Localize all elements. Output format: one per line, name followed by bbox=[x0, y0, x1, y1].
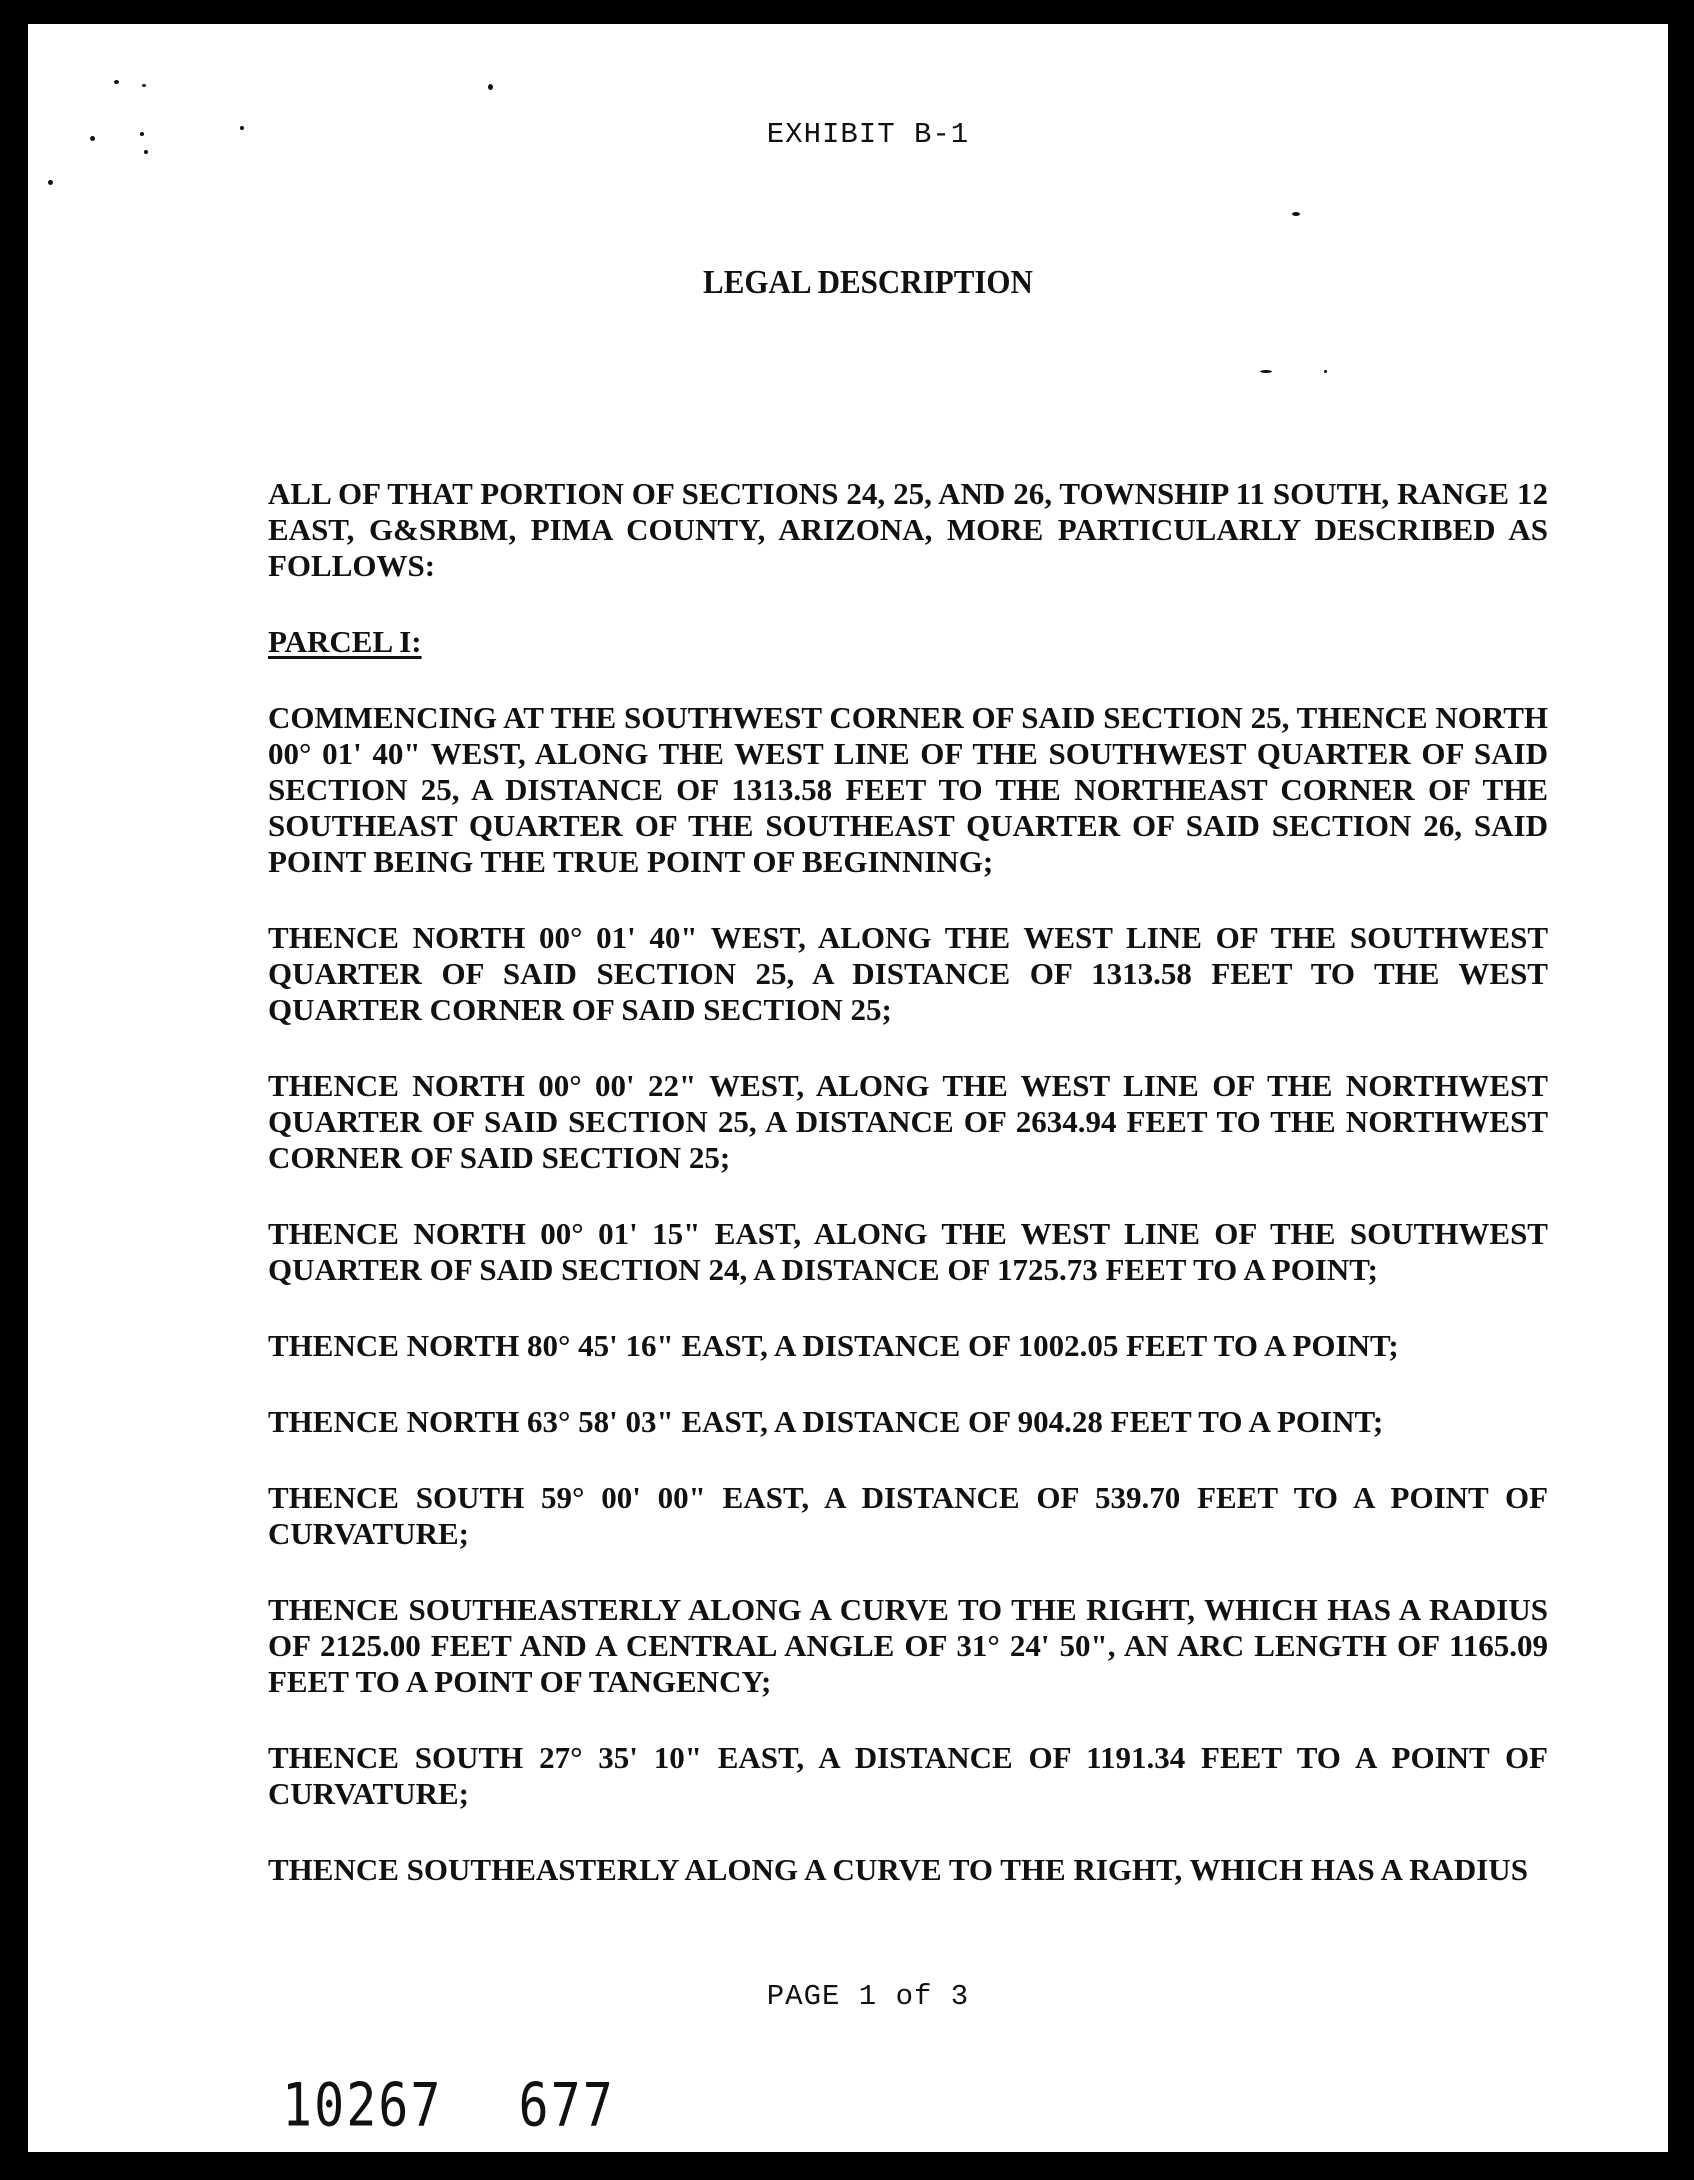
intro-paragraph: ALL OF THAT PORTION OF SECTIONS 24, 25, AND 26, TOWNSHIP 11 SOUTH, RANGE 12 EAST, G&SRBM, PIMA COUNTY, ARIZONA, MORE PARTICULARLY DESCRIBED AS FOLLOWS: bbox=[268, 476, 1548, 583]
scan-speck bbox=[1324, 370, 1327, 373]
scan-speck bbox=[1292, 212, 1300, 216]
description-paragraph: THENCE NORTH 00° 00' 22" WEST, ALONG THE WEST LINE OF THE NORTHWEST QUARTER OF SAID SECTION 25, A DISTANCE OF 2634.94 FEET TO THE NORTHWEST CORNER OF SAID SECTION 25; bbox=[268, 1068, 1548, 1175]
scan-speck bbox=[114, 80, 119, 84]
description-paragraph: THENCE NORTH 80° 45' 16" EAST, A DISTANCE OF 1002.05 FEET TO A POINT; bbox=[268, 1328, 1399, 1363]
parcel-heading: PARCEL I: bbox=[268, 624, 422, 659]
scan-speck bbox=[142, 84, 146, 87]
description-paragraph: COMMENCING AT THE SOUTHWEST CORNER OF SAID SECTION 25, THENCE NORTH 00° 01' 40" WEST, ALONG THE WEST LINE OF THE SOUTHWEST QUARTER OF SAID SECTION 25, A DISTANCE OF 1313.58 FEET TO THE NORTHEAST CORNER OF THE SOUTHEAST QUARTER OF THE SOUTHEAST QUARTER OF SAID SECTION 26, SAID POINT BEING THE TRUE POINT OF BEGINNING; bbox=[268, 700, 1548, 879]
description-paragraph: THENCE SOUTHEASTERLY ALONG A CURVE TO THE RIGHT, WHICH HAS A RADIUS OF 2125.00 FEET AND A CENTRAL ANGLE OF 31° 24' 50", AN ARC LENGTH OF 1165.09 FEET TO A POINT OF TANGENCY; bbox=[268, 1592, 1548, 1699]
description-paragraph: THENCE SOUTHEASTERLY ALONG A CURVE TO THE RIGHT, WHICH HAS A RADIUS bbox=[268, 1852, 1528, 1887]
description-paragraph: THENCE NORTH 00° 01' 15" EAST, ALONG THE WEST LINE OF THE SOUTHWEST QUARTER OF SAID SECTION 24, A DISTANCE OF 1725.73 FEET TO A POINT; bbox=[268, 1216, 1548, 1287]
description-paragraph: THENCE NORTH 63° 58' 03" EAST, A DISTANCE OF 904.28 FEET TO A POINT; bbox=[268, 1404, 1384, 1439]
scan-speck bbox=[488, 84, 493, 90]
description-paragraph: THENCE SOUTH 59° 00' 00" EAST, A DISTANCE OF 539.70 FEET TO A POINT OF CURVATURE; bbox=[268, 1480, 1548, 1551]
scan-speck bbox=[1260, 370, 1272, 373]
docket-number: 10267 bbox=[282, 2070, 443, 2140]
scan-speck bbox=[48, 180, 53, 185]
legal-description-body bbox=[268, 476, 1548, 1928]
page-number: PAGE 1 of 3 bbox=[766, 1980, 970, 2013]
description-paragraph: THENCE SOUTH 27° 35' 10" EAST, A DISTANCE OF 1191.34 FEET TO A POINT OF CURVATURE; bbox=[268, 1740, 1548, 1811]
document-page bbox=[28, 24, 1668, 2152]
page-title: LEGAL DESCRIPTION bbox=[703, 262, 1033, 301]
recording-number bbox=[282, 2070, 615, 2140]
docket-page: 677 bbox=[518, 2070, 615, 2140]
exhibit-label: EXHIBIT B-1 bbox=[766, 118, 970, 151]
description-paragraph: THENCE NORTH 00° 01' 40" WEST, ALONG THE WEST LINE OF THE SOUTHWEST QUARTER OF SAID SECTION 25, A DISTANCE OF 1313.58 FEET TO THE WEST QUARTER CORNER OF SAID SECTION 25; bbox=[268, 920, 1548, 1027]
